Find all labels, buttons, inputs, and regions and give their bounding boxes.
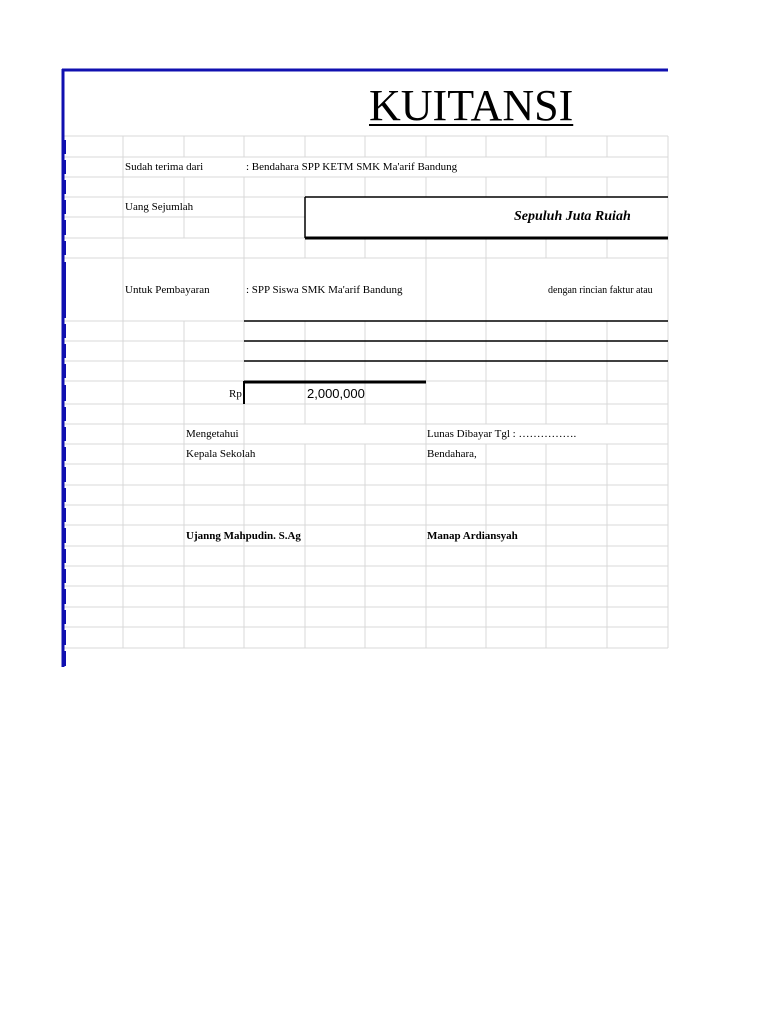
signature-left-role: Kepala Sekolah	[186, 448, 256, 460]
signature-right-heading: Lunas Dibayar Tgl : …………….	[427, 428, 577, 440]
amount-value: 2,000,000	[307, 386, 365, 401]
payment-detail-note: dengan rincian faktur atau	[548, 285, 653, 296]
payment-for-label: Untuk Pembayaran	[125, 284, 210, 296]
received-from-label: Sudah terima dari	[125, 161, 204, 173]
signature-right-role: Bendahara,	[427, 448, 477, 460]
amount-label: Uang Sejumlah	[125, 201, 194, 213]
document-title: KUITANSI	[369, 81, 574, 130]
signature-right-name: Manap Ardiansyah	[427, 530, 518, 542]
signature-left-heading: Mengetahui	[186, 428, 239, 440]
signature-left-name: Ujanng Mahpudin. S.Ag	[186, 530, 301, 542]
currency-label: Rp	[229, 388, 242, 400]
received-from-value: : Bendahara SPP KETM SMK Ma'arif Bandung	[246, 161, 458, 173]
payment-for-value: : SPP Siswa SMK Ma'arif Bandung	[246, 284, 403, 296]
amount-in-words: Sepuluh Juta Ruiah	[514, 209, 631, 224]
